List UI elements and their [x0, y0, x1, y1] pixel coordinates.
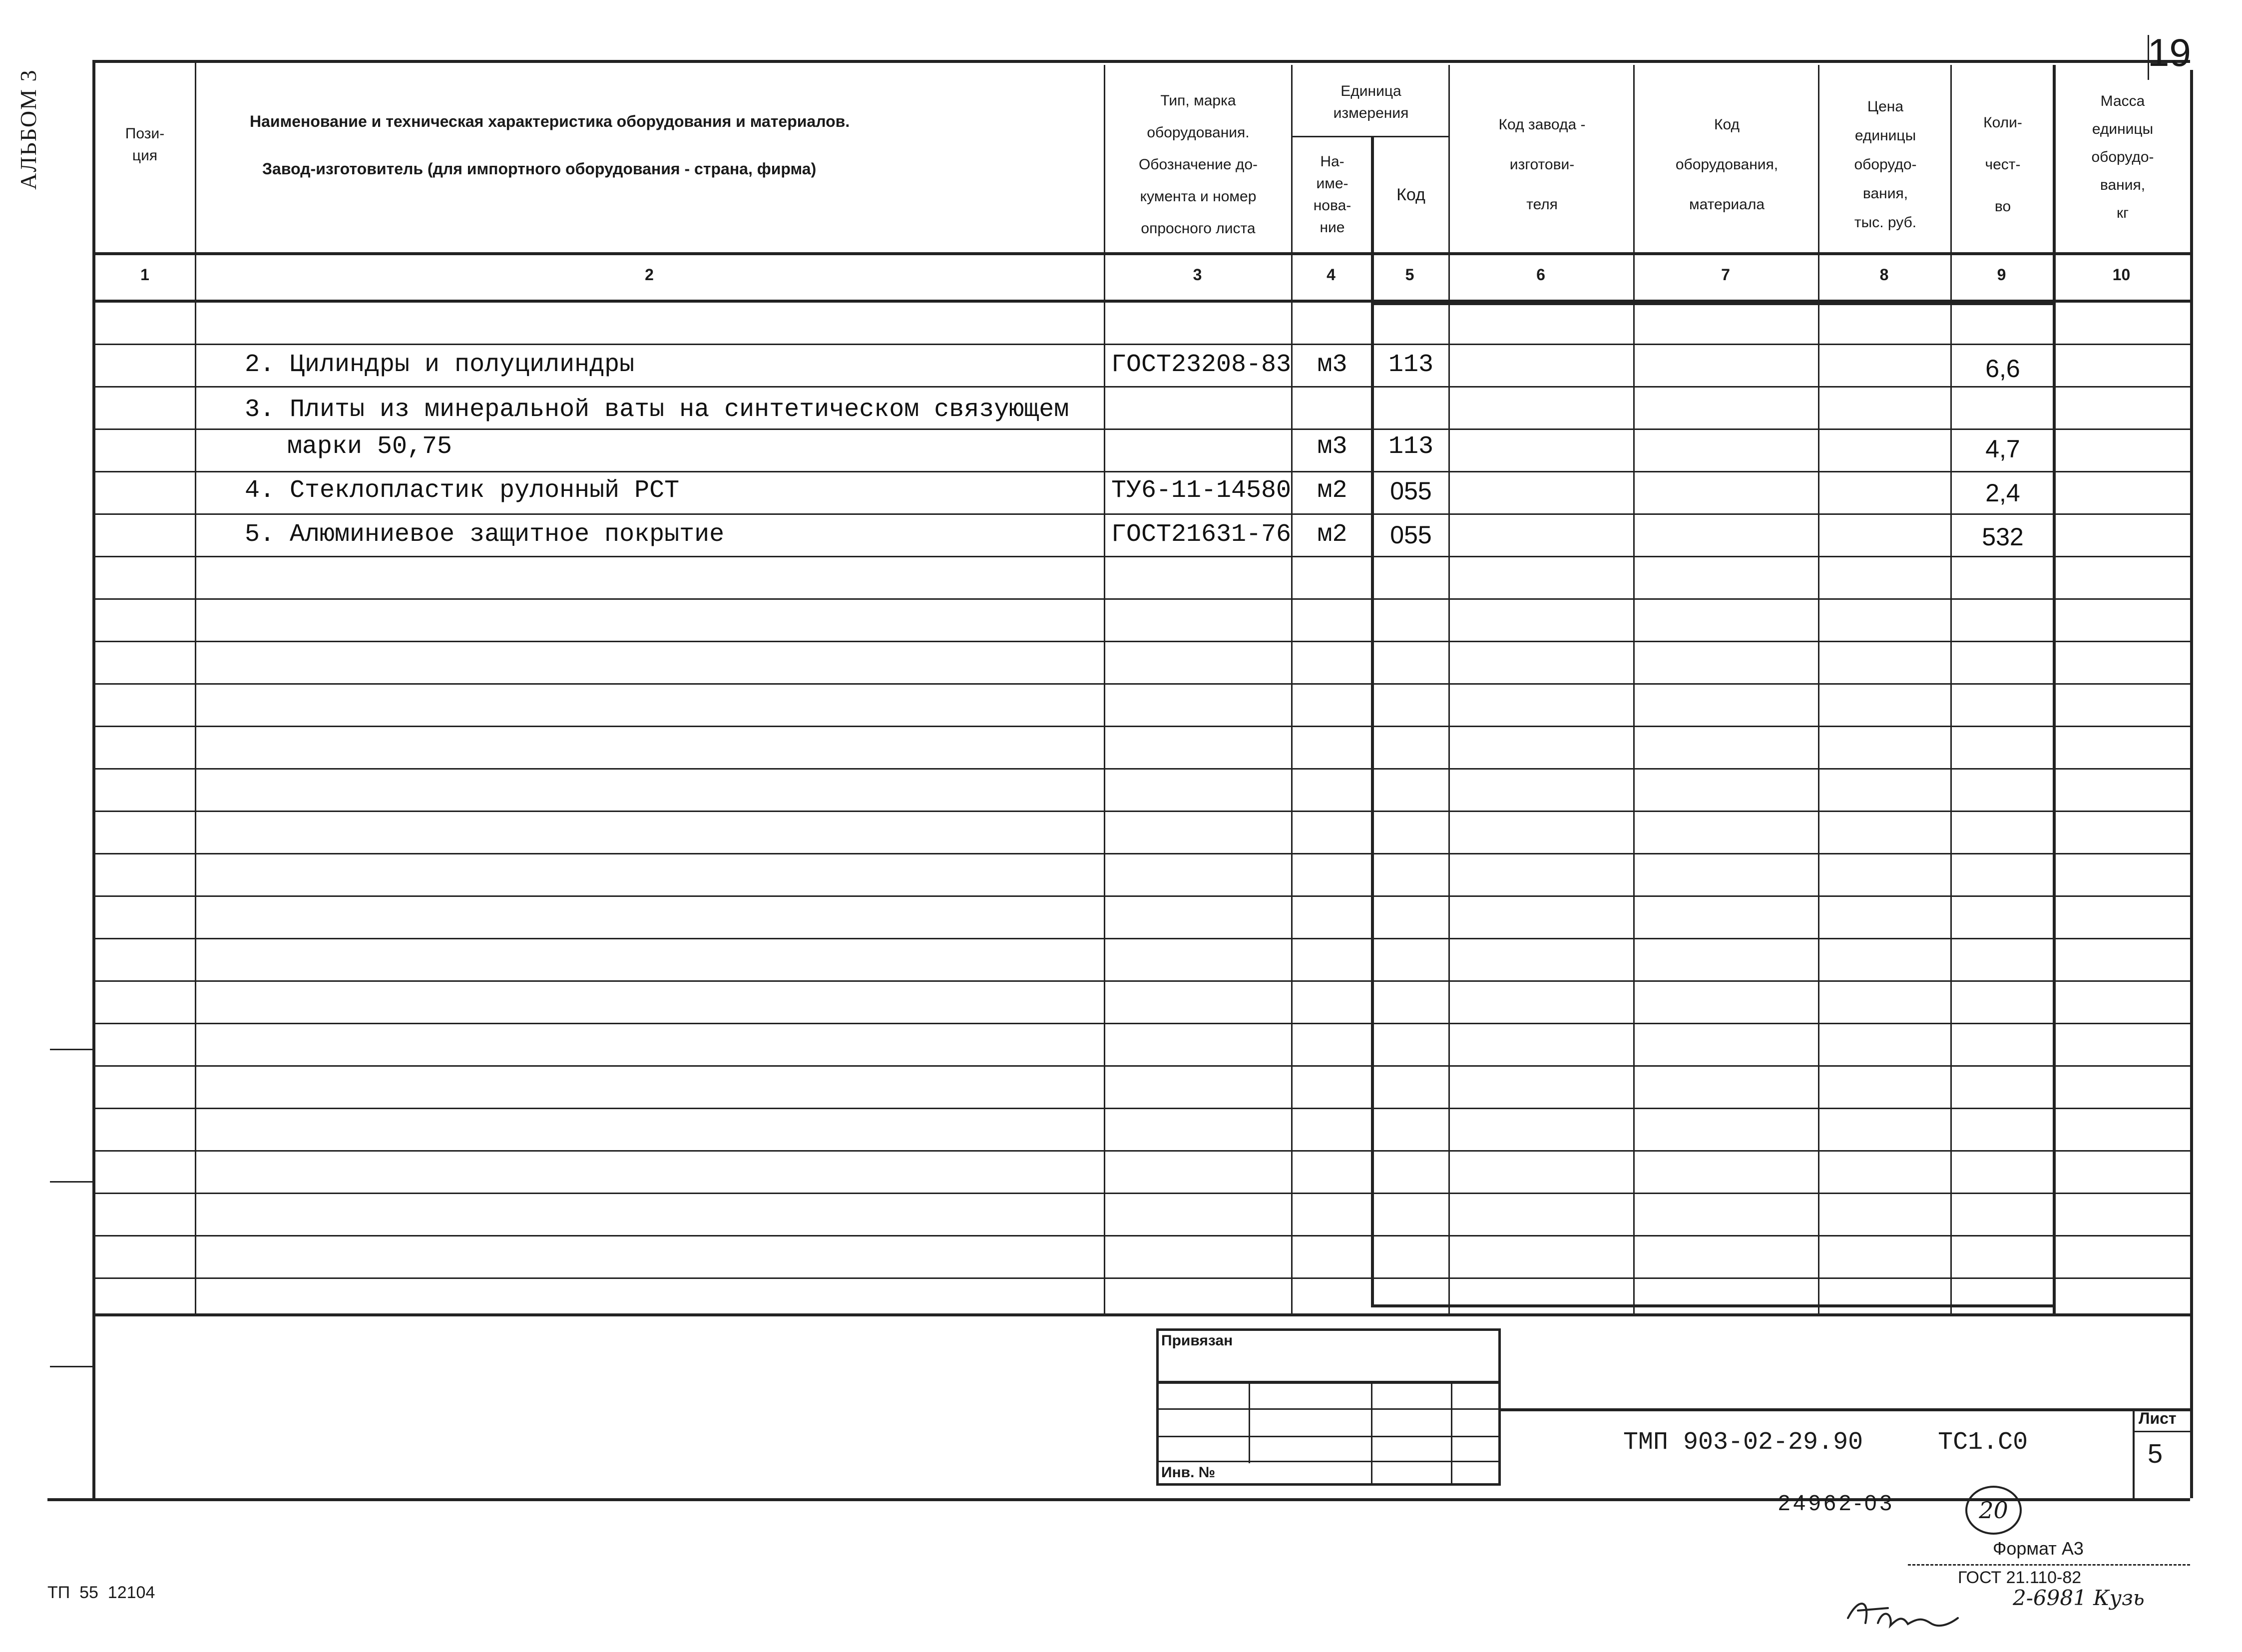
- colnum-4: 4: [1327, 266, 1336, 284]
- sheet-number: 5: [2148, 1439, 2163, 1469]
- sheet-label: Лист: [2139, 1409, 2177, 1427]
- row-code-5: 055: [1390, 521, 1432, 549]
- data-box-top: [1371, 302, 2054, 305]
- header-position: Пози- ция: [125, 125, 165, 164]
- row-name-4: 4. Стеклопластик рулонный РСТ: [245, 476, 680, 505]
- header-equipment-code: Код оборудования, материала: [1675, 116, 1779, 213]
- frame-top: [92, 60, 2190, 63]
- privyazan-line-3: [1156, 1436, 1501, 1437]
- col-line-8: [1950, 65, 1952, 1313]
- privyazan-line-4: [1156, 1461, 1501, 1462]
- table-row-line: [92, 683, 2190, 685]
- colnum-6: 6: [1536, 266, 1545, 284]
- colnum-7: 7: [1721, 266, 1730, 284]
- row-doc-1: ГОСТ23208-83: [1111, 351, 1292, 379]
- header-name-line2: Завод-изготовитель (для импортного оборудования - страна, фирма): [262, 160, 817, 178]
- table-row-line: [92, 1150, 2190, 1152]
- table-row-line: [92, 1023, 2190, 1024]
- format-label: Формат А3: [1993, 1538, 2084, 1559]
- header-quantity: Коли- чест- во: [1983, 114, 2022, 215]
- row-name-1: 2. Цилиндры и полуцилиндры: [245, 351, 635, 379]
- header-unit-name: На- име- нова- ние: [1313, 153, 1351, 236]
- table-row-line: [92, 1108, 2190, 1109]
- data-box-bottom: [1371, 1304, 2054, 1307]
- table-row-line: [92, 726, 2190, 727]
- row-name-3: марки 50,75: [287, 432, 452, 461]
- row-code-3: 113: [1388, 432, 1433, 461]
- colnum-8: 8: [1879, 266, 1889, 284]
- col-line-7: [1818, 65, 1819, 1313]
- header-plant-code: Код завода - изготови- теля: [1498, 116, 1586, 213]
- row-qty-5: 532: [1982, 523, 2024, 551]
- col-line-5: [1448, 65, 1450, 1313]
- table-row-line: [92, 980, 2190, 982]
- row-name-5: 5. Алюминиевое защитное покрытие: [245, 520, 725, 549]
- header-unit-code: Код: [1396, 185, 1425, 204]
- title-divider: [1501, 1408, 2190, 1411]
- row-unit-4: м2: [1317, 476, 1347, 505]
- colnum-10: 10: [2112, 266, 2131, 284]
- page-number-top: 19: [2148, 30, 2191, 74]
- table-row-line: [92, 1065, 2190, 1067]
- privyazan-vline-3: [1451, 1381, 1452, 1486]
- colnum-3: 3: [1193, 266, 1202, 284]
- col-line-1: [195, 60, 196, 1313]
- colnum-9: 9: [1997, 266, 2006, 284]
- table-row-line: [92, 1193, 2190, 1194]
- row-code-4: 055: [1390, 477, 1432, 505]
- signature: [1843, 1588, 1963, 1643]
- row-doc-5: ГОСТ21631-76: [1111, 520, 1292, 549]
- row-doc-4: ТУ6-11-14580: [1111, 476, 1292, 505]
- table-bottom-line: [92, 1313, 2190, 1316]
- table-row-line: [92, 768, 2190, 770]
- header-unit-price: Цена единицы оборудо- вания, тыс. руб.: [1854, 98, 1917, 231]
- handwritten-note: 2-6981 Кузь: [2013, 1586, 2145, 1610]
- header-bottom-line: [92, 252, 2190, 255]
- row-qty-1: 6,6: [1985, 355, 2020, 383]
- table-row-line: [92, 853, 2190, 854]
- privyazan-vline-2: [1371, 1381, 1372, 1486]
- col-line-2: [1104, 65, 1105, 1313]
- table-row-line: [92, 641, 2190, 642]
- margin-tick-1: [50, 1049, 92, 1050]
- margin-tick-3: [50, 1366, 92, 1367]
- colnum-5: 5: [1405, 266, 1414, 284]
- table-row-line: [92, 1277, 2190, 1279]
- circled-number: [1965, 1486, 2022, 1535]
- stamp-bottom-left: ТП 55 12104: [47, 1583, 155, 1602]
- row-qty-4: 2,4: [1985, 479, 2020, 507]
- circled-number-text: 20: [1979, 1497, 2008, 1524]
- document-designation: ТМП 903-02-29.90 ТС1.С0: [1623, 1428, 2028, 1457]
- privyazan-line-2: [1156, 1408, 1501, 1410]
- album-label: АЛЬБОМ 3: [15, 69, 41, 190]
- colnum-2: 2: [645, 266, 654, 284]
- format-underline: [1908, 1564, 2190, 1566]
- table-row-line: [92, 895, 2190, 897]
- header-unit-mass: Масса единицы оборудо- вания, кг: [2091, 93, 2154, 221]
- header-unit-group: Единица измерения: [1333, 83, 1409, 121]
- row-unit-3: м3: [1317, 432, 1347, 461]
- row-code-1: 113: [1388, 351, 1433, 379]
- row-qty-3: 4,7: [1985, 435, 2020, 463]
- col-line-9: [2053, 65, 2056, 1313]
- row-unit-1: м3: [1317, 351, 1347, 379]
- row-unit-5: м2: [1317, 520, 1347, 549]
- inv-label: Инв. №: [1161, 1464, 1216, 1481]
- table-row-line: [92, 598, 2190, 600]
- table-row-line: [92, 1235, 2190, 1237]
- archive-number: 24962-03: [1778, 1491, 1895, 1515]
- col-line-4: [1371, 136, 1374, 1307]
- header-name-line1: Наименование и техническая характеристика оборудования и материалов.: [250, 112, 850, 130]
- privyazan-label: Привязан: [1161, 1332, 1233, 1349]
- header-type-mark: Тип, марка оборудования. Обозначение до- кумента и номер опросного листа: [1138, 92, 1258, 237]
- col-line-3: [1291, 65, 1293, 1313]
- gost-label: ГОСТ 21.110-82: [1958, 1568, 2082, 1587]
- page-number-bracket: [2148, 35, 2149, 80]
- margin-tick-2: [50, 1181, 92, 1183]
- row-name-2: 3. Плиты из минеральной ваты на синтетическом связующем: [245, 396, 1069, 424]
- sheet-number-divider: [2133, 1431, 2190, 1432]
- col-line-6: [1633, 65, 1635, 1313]
- privyazan-line-1: [1156, 1381, 1501, 1384]
- privyazan-vline-1: [1249, 1381, 1250, 1463]
- frame-right: [2190, 70, 2193, 1498]
- unit-group-line: [1291, 136, 1448, 137]
- table-row-line: [92, 938, 2190, 939]
- table-row-line: [92, 811, 2190, 812]
- colnum-1: 1: [140, 266, 149, 284]
